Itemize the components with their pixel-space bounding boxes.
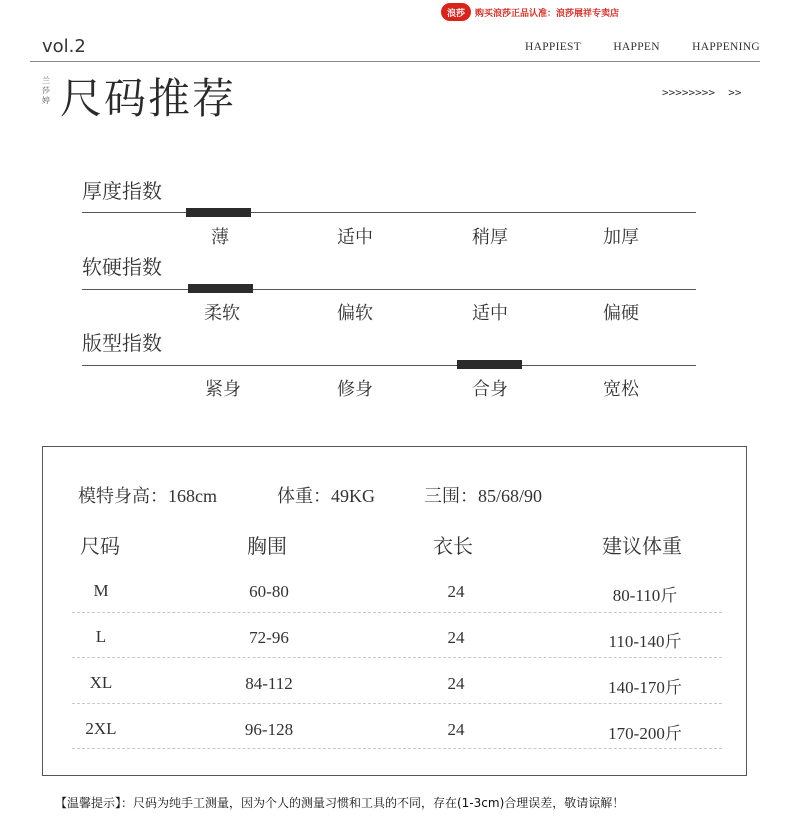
softness-option-4: 偏硬 [603, 303, 639, 324]
fit-option-2: 修身 [337, 379, 373, 400]
thickness-option-3: 稍厚 [472, 227, 508, 248]
header-nav [525, 41, 760, 53]
row-l-length: 24 [447, 628, 465, 647]
side-brand-label: 兰莎婷 [42, 76, 50, 105]
row-divider [72, 612, 722, 613]
thickness-option-4: 加厚 [603, 227, 639, 248]
thickness-option-2: 适中 [337, 227, 373, 248]
row-xl-size: XL [89, 673, 113, 692]
header-divider [30, 61, 760, 62]
row-m-weight: 80-110斤 [612, 586, 678, 605]
row-2xl-bust: 96-128 [244, 720, 294, 739]
row-xl-bust: 84-112 [245, 674, 293, 693]
nav-happen: HAPPEN [613, 41, 660, 53]
fit-option-3: 合身 [472, 379, 508, 400]
header-length: 衣长 [433, 534, 473, 558]
row-l-size: L [95, 627, 107, 646]
fit-option-1: 紧身 [205, 379, 241, 400]
softness-selected-marker [188, 284, 253, 293]
model-height: 模特身高：168cm [78, 486, 217, 506]
model-measurements: 三围：85/68/90 [424, 486, 543, 506]
softness-option-1: 柔软 [204, 303, 240, 324]
softness-option-2: 偏软 [337, 303, 373, 324]
header-weight: 建议体重 [602, 534, 682, 558]
model-weight: 体重：49KG [277, 486, 375, 506]
fit-selected-marker [457, 360, 522, 369]
page-title: 尺码推荐 [60, 74, 237, 123]
thickness-selected-marker [186, 208, 251, 217]
row-divider [72, 703, 722, 704]
brand-logo: 浪莎 [441, 3, 471, 21]
row-l-weight: 110-140斤 [608, 632, 682, 651]
row-xl-length: 24 [447, 674, 465, 693]
volume-label: vol.2 [42, 36, 86, 57]
fit-scale-line [82, 365, 696, 366]
row-divider [72, 657, 722, 658]
nav-happiest: HAPPIEST [525, 41, 582, 53]
row-m-length: 24 [447, 582, 465, 601]
fit-option-4: 宽松 [603, 379, 639, 400]
header-bust: 胸围 [247, 534, 287, 558]
row-xl-weight: 140-170斤 [608, 678, 682, 697]
row-m-bust: 60-80 [249, 582, 289, 601]
row-2xl-weight: 170-200斤 [608, 724, 682, 743]
row-l-bust: 72-96 [249, 628, 289, 647]
banner-text: 购买浪莎正品认准：浪莎展祥专卖店 [475, 8, 620, 19]
row-m-size: M [93, 581, 109, 600]
row-divider [72, 748, 722, 749]
softness-scale-line [82, 289, 696, 290]
thickness-scale-line [82, 212, 696, 213]
softness-index-title: 软硬指数 [82, 255, 162, 279]
thickness-index-title: 厚度指数 [82, 179, 162, 203]
fit-index-title: 版型指数 [82, 331, 162, 355]
row-2xl-length: 24 [447, 720, 465, 739]
header-size: 尺码 [80, 534, 120, 558]
nav-happening: HAPPENING [692, 41, 760, 53]
row-2xl-size: 2XL [85, 719, 117, 738]
measurement-tip: 【温馨提示】：尺码为纯手工测量，因为个人的测量习惯和工具的不同，存在(1-3cm)合理误差，敬请谅解！ [55, 796, 625, 810]
arrows-decoration: >>>>>>>> >> [662, 86, 742, 99]
softness-option-3: 适中 [472, 303, 508, 324]
store-banner[interactable] [441, 2, 619, 22]
thickness-option-1: 薄 [211, 227, 229, 248]
